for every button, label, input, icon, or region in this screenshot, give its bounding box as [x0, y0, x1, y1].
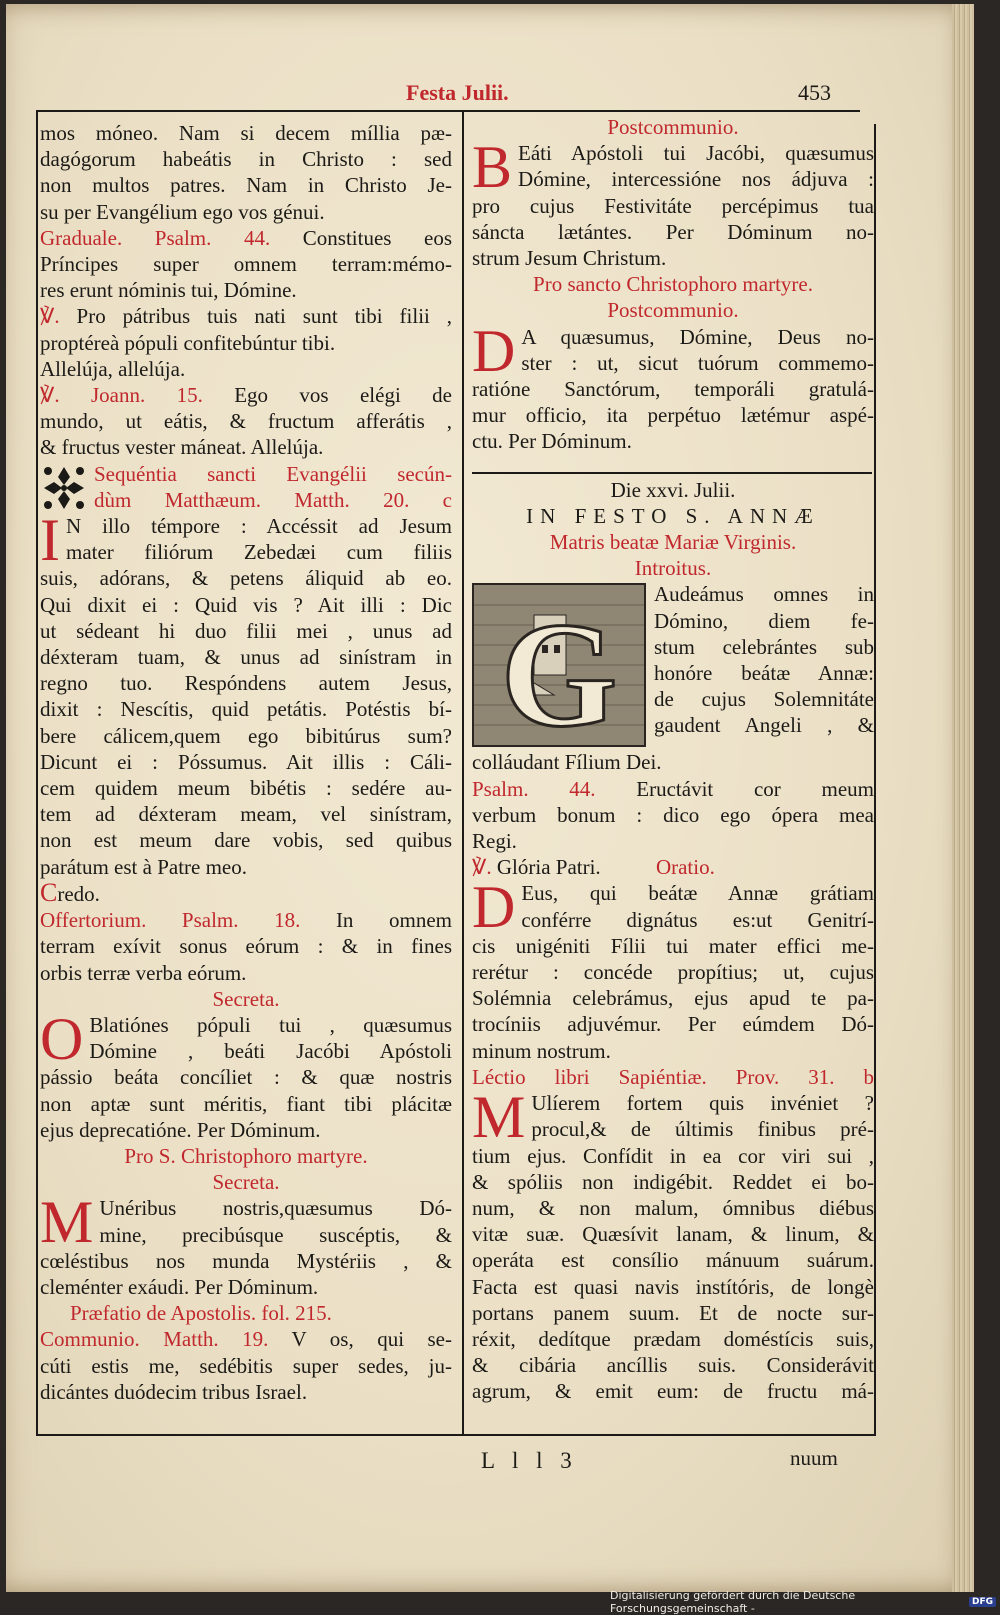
drop-cap-I: I: [40, 513, 60, 574]
text-line: non multos patres. Nam in Christo Je-: [40, 173, 452, 198]
lectio-line: [472, 1064, 874, 1090]
text-line: & fructus vester máneat. Allelúja.: [40, 435, 324, 460]
alleluia: Allelúja, allelúja.: [40, 356, 186, 381]
text-line: Audeámus omnes in: [654, 582, 874, 607]
page-number: 453: [798, 80, 831, 105]
text-line: trocíniis adjuvémur. Per eúmdem Dó-: [472, 1012, 874, 1037]
text-line: terram exívit sonus eórum : & in fines: [40, 934, 452, 959]
svg-text:G: G: [500, 592, 618, 748]
text-line: Unéribus nostris,quæsumus Dó-: [99, 1196, 452, 1221]
text-line: de cujus Solemnitáte: [654, 687, 874, 712]
text-line: dicántes duódecim tribus Israel.: [40, 1379, 308, 1404]
secreta-block: [40, 1012, 452, 1143]
text-line: res erunt nóminis tui, Dómine.: [40, 278, 297, 303]
graduale-head: Graduale. Psalm. 44.: [40, 225, 271, 250]
postcommunio2-heading: Postcommunio.: [607, 298, 739, 323]
gloria-line: [472, 854, 874, 880]
text-line: déxteram tuam, & unus ad sinístram in: [40, 645, 452, 670]
text-line: N illo témpore : Accéssit ad Jesum: [65, 514, 452, 539]
oratio-block: [472, 880, 874, 1063]
offertorium-head: Offertorium. Psalm. 18.: [40, 908, 301, 933]
versicle-symbol: ℣.: [40, 304, 60, 329]
text-line: operáta est consílio mánuum suárum.: [472, 1248, 874, 1273]
digitization-credit: [610, 1588, 1000, 1615]
text-line: non est meum dare vobis, sed quibus: [40, 828, 452, 853]
text-line: Eus, qui beátæ Annæ grátiam: [521, 881, 874, 906]
dfg-logo-icon: DFG: [969, 1597, 996, 1607]
drop-cap-B: B: [472, 140, 513, 201]
text-line: regno tuo. Respóndens autem Jesus,: [40, 671, 452, 696]
text-line: minum nostrum.: [472, 1038, 611, 1063]
versicle-text: Ego vos elégi de: [234, 383, 452, 408]
text-line: su per Evangélium ego vos génui.: [40, 199, 325, 224]
sequentia-block: [40, 461, 452, 513]
oratio-heading: Oratio.: [655, 855, 715, 880]
text-line: Facta est quasi navis instítóris, de longè: [472, 1274, 874, 1299]
text-line: orbis terræ verba eórum.: [40, 960, 247, 985]
text-line: mur officio, ita perpétuo lætémur aspé-: [472, 403, 874, 428]
drop-cap-C: C: [40, 877, 58, 907]
text-line: Dicunt ei : Póssumus. Ait illis : Cáli-: [40, 749, 452, 774]
communio-first: V os, qui se-: [291, 1327, 452, 1352]
drop-cap-D2: D: [472, 880, 516, 941]
text-line: portans panem suum. Et de nocte sur-: [472, 1300, 874, 1325]
running-head: Festa Julii.: [406, 80, 509, 105]
drop-cap-D: D: [472, 323, 516, 384]
sequentia-line2: [40, 487, 452, 513]
text-line: mater filiórum Zebedæi cum filiis: [65, 540, 452, 565]
drop-cap-M2: M: [472, 1090, 526, 1151]
praefatio: Præfatio de Apostolis. fol. 215.: [70, 1301, 332, 1326]
text-line: ctu. Per Dóminum.: [472, 429, 632, 454]
text-line: Regi.: [472, 829, 517, 854]
communio-line: [40, 1326, 452, 1352]
text-line: réxit, dedítque prædam doméstícis suis,: [472, 1326, 874, 1351]
catchword: nuum: [790, 1446, 838, 1470]
text-line: Dómine, intercessióne nos ádjuva :: [518, 167, 874, 192]
text-line: agrum, & emit eum: de fructu má-: [472, 1379, 874, 1404]
text-line: pro cujus Festivitáte percépimus tua: [472, 193, 874, 218]
versicle-text: Pro pátribus tuis nati sunt tibi filii ,: [76, 304, 452, 329]
introitus-heading: Introitus.: [634, 556, 712, 581]
text-line: cem quidem meum bibétis : sedére au-: [40, 776, 452, 801]
offertorium-first: In omnem: [335, 908, 453, 933]
psalm-first: Eructávit cor meum: [636, 776, 874, 801]
credo-text: redo.: [57, 881, 100, 906]
drop-cap-O: O: [40, 1011, 84, 1072]
text-line: ratióne Sanctórum, temporáli gratulá-: [472, 377, 874, 402]
postcommunio-heading: Postcommunio.: [607, 115, 739, 139]
christophoro-heading: Pro sancto Christophoro martyre.: [533, 272, 813, 297]
text-line: stum celebrántes sub: [654, 634, 874, 659]
feast-subtitle: Matris beatæ Mariæ Virginis.: [549, 530, 797, 555]
text-line: & cibária ancíllis suis. Considerávit: [472, 1353, 874, 1378]
column-divider: [462, 110, 464, 1436]
text-line: tem ad déxteram meam, vel sinístram,: [40, 802, 452, 827]
drop-cap-M: M: [40, 1195, 94, 1256]
gloria-text: Glória Patri.: [496, 855, 601, 880]
text-line: tium ejus. Confídit in ea cor viri sui ,: [472, 1143, 874, 1168]
lectio-ref: Prov. 31. b: [735, 1064, 875, 1089]
secreta2-heading: Secreta.: [212, 1170, 280, 1195]
bottom-rule: [36, 1434, 876, 1436]
sequentia-line1: [40, 461, 452, 487]
text-line: Dómine , beáti Jacóbi Apóstoli: [89, 1039, 452, 1064]
introitus-block: [472, 581, 874, 749]
postcommunio-block: [472, 140, 874, 271]
text-line: A quæsumus, Dómine, Deus no-: [521, 324, 874, 349]
page-edges: [952, 4, 974, 1592]
book-page: [6, 4, 974, 1592]
text-line: mos móneo. Nam si decem míllia pæ-: [40, 121, 452, 145]
text-line: non aptæ sunt méritis, fiant tibi plácitæ: [40, 1091, 452, 1116]
psalm-line: [472, 776, 874, 802]
spacer: [472, 455, 874, 477]
feast-title: IN FESTO S. ANNÆ: [526, 503, 820, 528]
text-line: proptéreà pópuli confitebúntur tibi.: [40, 330, 336, 355]
gospel-block: [40, 513, 452, 880]
text-line: Solémnia celebrámus, ejus apud te pa-: [472, 986, 874, 1011]
text-line: ster : ut, sicut tuórum commemo-: [521, 350, 874, 375]
text-line: Dómino, diem fe-: [654, 608, 874, 633]
text-line: dixit : Nescítis, quid petátis. Potéstis bí-: [40, 697, 452, 722]
top-rule: [36, 110, 860, 112]
credo: [40, 877, 452, 907]
text-line: Eáti Apóstoli tui Jacóbi, quæsumus: [518, 141, 874, 166]
text-line: cœléstibus nos munda Mystériis , &: [40, 1248, 452, 1273]
left-column: [40, 120, 452, 1405]
psalm-head: Psalm. 44.: [472, 776, 596, 801]
text-line: dagógorum habeátis in Christo : sed: [40, 147, 452, 172]
lectio-block: [472, 1090, 874, 1404]
graduale-first: Constitues eos: [302, 225, 453, 250]
text-line: cleménter exáudi. Per Dóminum.: [40, 1274, 319, 1299]
text-line: colláudant Fílium Dei.: [472, 750, 662, 775]
text-line: cúti estis me, sedébitis super sedes, ju-: [40, 1353, 452, 1378]
text-line: mundo, ut eátis, & fructum afferátis ,: [40, 409, 452, 434]
ornament-icon: [40, 463, 88, 513]
text-line: parátum est à Patre meo.: [40, 854, 248, 879]
text-line: vitæ suæ. Quæsívit lanam, & linum, &: [472, 1222, 874, 1247]
sequentia-title: Sequéntia sancti Evangélii secún-: [94, 461, 452, 486]
secreta-heading: Secreta.: [212, 986, 280, 1011]
text-line: Blatiónes pópuli tui , quæsumus: [89, 1012, 452, 1037]
woodcut-initial-G-icon: [472, 583, 646, 747]
text-line: Qui dixit ei : Quid vis ? Ait illi : Dic: [40, 592, 452, 617]
text-line: Ulíerem fortem quis invéniet ?: [531, 1091, 874, 1116]
versicle-line: [40, 382, 452, 408]
digitization-text: Digitalisierung gefördert durch die Deutsche Forschungsgemeinschaft -: [610, 1588, 856, 1615]
versicle-line: [40, 303, 452, 329]
text-line: ut sédeant hi duo filii mei , unus ad: [40, 618, 452, 643]
feast-date: Die xxvi. Julii.: [610, 477, 736, 502]
text-line: Príncipes super omnem terram:mémo-: [40, 252, 452, 277]
graduale-line: [40, 225, 452, 251]
text-line: sáncta lætántes. Per Dóminum no-: [472, 219, 874, 244]
text-line: conférre dignátus es:ut Genitrí-: [521, 907, 874, 932]
text-line: ejus deprecatióne. Per Dóminum.: [40, 1117, 321, 1142]
text-line: num, & non malum, ómnibus diébus: [472, 1195, 874, 1220]
text-line: & spóliis non indigébit. Reddet ei bo-: [472, 1169, 874, 1194]
text-line: pássio beáta concíliet : & quæ nostris: [40, 1065, 452, 1090]
left-rule: [36, 110, 38, 1436]
text-line: rerétur : concéde propítius; ut, cujus: [472, 960, 874, 985]
text-line: suis, adórans, & petens áliquid ab eo.: [40, 566, 452, 591]
text-line: verbum bonum : dico ego ópera mea: [472, 802, 874, 827]
communio-head: Communio. Matth. 19.: [40, 1327, 269, 1352]
text-line: procul,& de últimis finibus pré-: [531, 1117, 874, 1142]
text-line: gaudent Angeli , &: [654, 713, 874, 738]
christophoro-heading: Pro S. Christophoro martyre.: [124, 1143, 368, 1168]
sequentia-title2: dùm Matthæum.: [94, 487, 261, 512]
text-line: strum Jesum Christum.: [472, 246, 667, 271]
text-line: mine, precibúsque suscéptis, &: [99, 1222, 452, 1247]
secreta2-block: [40, 1195, 452, 1300]
versicle-symbol: ℣.: [472, 855, 492, 880]
sequentia-ref: Matth. 20. c: [294, 487, 452, 512]
signature-mark: L l l 3: [481, 1448, 578, 1473]
versicle-head: ℣. Joann. 15.: [40, 383, 203, 408]
text-line: bere cálicem,quem ego bibitúrus sum?: [40, 723, 452, 748]
right-column: [472, 114, 874, 1405]
text-line: honóre beátæ Annæ:: [654, 661, 874, 686]
offertorium-line: [40, 907, 452, 933]
text-line: cis unigéniti Fílii tui mater effici me-: [472, 933, 874, 958]
right-rule: [874, 124, 876, 1436]
lectio-head: Léctio libri Sapiéntiæ.: [472, 1064, 707, 1089]
postcommunio2-block: [472, 324, 874, 455]
